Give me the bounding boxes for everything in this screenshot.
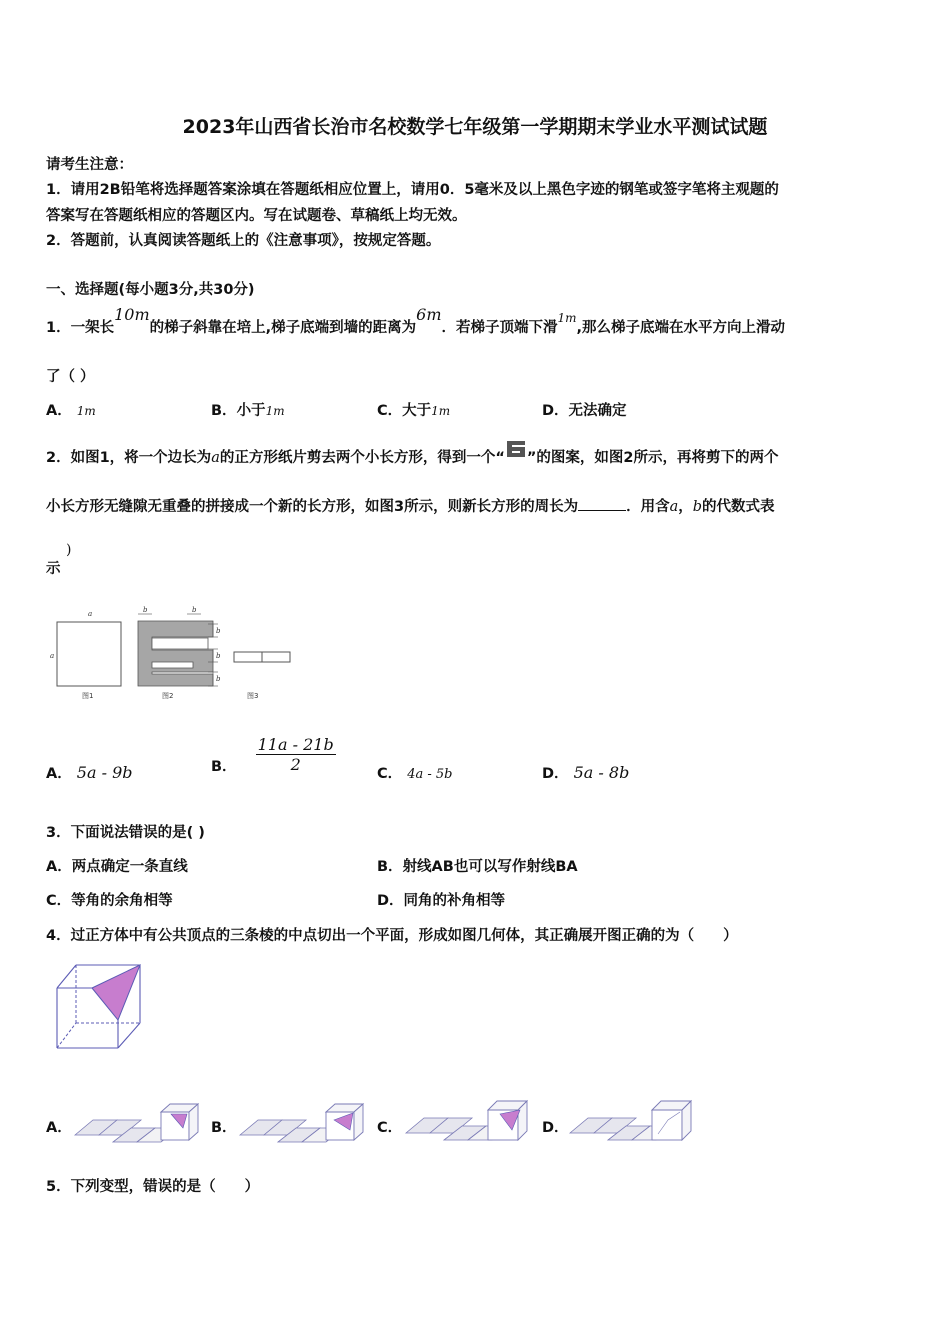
q4-net-b — [238, 1100, 368, 1152]
q1-option-c — [377, 399, 450, 420]
option-label: C． — [377, 766, 403, 782]
q4-option-a-label: A． — [46, 1120, 72, 1136]
option-text: 小于 — [236, 403, 266, 419]
fig2-label-b-3: b — [216, 627, 221, 635]
q4-net-a — [73, 1100, 203, 1152]
option-label: A． — [46, 859, 72, 875]
option-label: D． — [542, 403, 569, 419]
q4-option-c-label: C． — [377, 1120, 403, 1136]
option-label: B． — [211, 758, 237, 775]
q2-text-4: 小长方形无缝隙无重叠的拼接成一个新的长方形，如图3所示，则新长方形的周长为 — [46, 499, 579, 515]
q1-math-3: 1m — [557, 311, 577, 325]
question-4-stem: 4．过正方体中有公共顶点的三条棱的中点切出一个平面，形成如图几何体，其正确展开图正确的为（ ） — [46, 928, 738, 944]
option-math: 5a - 9b — [76, 763, 133, 782]
question-2-line-3: 示 — [46, 561, 61, 577]
option-text: 无法确定 — [568, 403, 627, 419]
q4-net-c — [404, 1098, 534, 1150]
q3-option-a — [46, 855, 188, 876]
q1-text-3: ．若梯子顶端下滑 — [441, 320, 558, 336]
q1-math-1: 10m — [114, 305, 150, 324]
answer-blank[interactable] — [578, 509, 626, 511]
option-label: D． — [542, 766, 569, 782]
q1-option-d — [542, 399, 627, 420]
fig1-label-a-side: a — [50, 652, 55, 660]
q2-figures — [46, 604, 346, 704]
option-math: 1m — [76, 404, 96, 418]
question-2-line-1 — [46, 446, 779, 467]
fraction-numerator: 11a - 21b — [257, 735, 334, 754]
option-math: 1m — [431, 404, 451, 418]
question-2-line-2 — [46, 495, 775, 516]
q1-text-1: 1．一架长 — [46, 320, 115, 336]
q1-option-a — [46, 399, 96, 420]
fig2-label-b-1: b — [143, 606, 148, 614]
notice-line-2: 答案写在答题纸相应的答题区内。写在试题卷、草稿纸上均无效。 — [46, 208, 467, 224]
option-label: C． — [377, 403, 403, 419]
q2-option-b — [211, 735, 336, 774]
q2-option-d — [542, 762, 629, 783]
fig1-caption: 图1 — [82, 692, 94, 700]
option-text: 等角的余角相等 — [71, 893, 173, 909]
q2-text-6: 的代数式表 — [702, 499, 775, 515]
q2-text-3: ”的图案，如图2所示，再将剪下的两个 — [526, 450, 779, 466]
question-1-line-2: 了（ ） — [46, 369, 95, 385]
q4-option-d-label: D． — [542, 1120, 569, 1136]
fig2-caption: 图2 — [162, 692, 174, 700]
q1-text-4: ,那么梯子底端在水平方向上滑动 — [576, 320, 786, 336]
question-1-line-1 — [46, 305, 786, 337]
option-math: 1m — [265, 404, 285, 418]
fig2-label-b-5: b — [216, 675, 221, 683]
q2-var-b: b — [692, 499, 703, 515]
fig1-label-a: a — [88, 610, 93, 618]
q3-option-b — [377, 855, 578, 876]
q2-text-5: ．用含 — [626, 499, 670, 515]
q2-text-1: 2．如图1，将一个边长为 — [46, 450, 212, 466]
option-math: 5a - 8b — [573, 763, 630, 782]
option-label: B． — [211, 403, 237, 419]
q2-var-a2: a — [669, 499, 679, 515]
page-title: 2023年山西省长治市名校数学七年级第一学期期末学业水平测试试题 — [182, 116, 768, 138]
option-label: C． — [46, 893, 72, 909]
e-shape-glyph — [505, 440, 527, 454]
q4-net-d — [568, 1098, 698, 1150]
q2-option-a — [46, 762, 133, 783]
q2-var-a: a — [211, 450, 220, 466]
question-5-stem: 5．下列变型，错误的是（ ） — [46, 1179, 260, 1195]
option-text: 同角的补角相等 — [403, 893, 506, 909]
q4-option-b-label: B． — [211, 1120, 237, 1136]
option-label: A． — [46, 403, 72, 419]
option-label: D． — [377, 893, 404, 909]
fig2-label-b-4: b — [216, 652, 221, 660]
option-text: 射线AB也可以写作射线BA — [402, 859, 578, 875]
option-math: 4a - 5b — [407, 767, 453, 782]
notice-line-3: 2．答题前，认真阅读答题纸上的《注意事项》，按规定答题。 — [46, 233, 441, 249]
option-label: B． — [377, 859, 403, 875]
q3-option-c — [46, 889, 173, 910]
q2-text-2: 的正方形纸片剪去两个小长方形，得到一个“ — [219, 450, 505, 466]
q1-math-2: 6m — [416, 305, 442, 324]
option-label: A． — [46, 766, 72, 782]
notice-heading: 请考生注意： — [46, 157, 133, 173]
fig3-caption: 图3 — [247, 692, 259, 700]
section-heading: 一、选择题(每小题3分,共30分) — [46, 282, 255, 298]
fig2-label-b-2: b — [192, 606, 197, 614]
q2-comma: ， — [678, 499, 693, 515]
q1-text-2: 的梯子斜靠在培上,梯子底端到墙的距离为 — [149, 320, 417, 336]
fraction — [256, 735, 336, 774]
notice-line-1: 1．请用2B铅笔将选择题答案涂填在答题纸相应位置上，请用0．5毫米及以上黑色字迹的钢笔或签字笔将主观题的 — [46, 182, 779, 198]
q1-option-b — [211, 399, 285, 420]
fraction-denominator: 2 — [290, 755, 301, 774]
question-3-stem: 3．下面说法错误的是( ) — [46, 825, 205, 841]
option-text: 大于 — [402, 403, 432, 419]
option-text: 两点确定一条直线 — [71, 859, 188, 875]
q2-option-c — [377, 762, 453, 783]
q3-option-d — [377, 889, 505, 910]
q2-paren: ) — [66, 542, 72, 558]
q4-cube-figure — [52, 960, 162, 1055]
